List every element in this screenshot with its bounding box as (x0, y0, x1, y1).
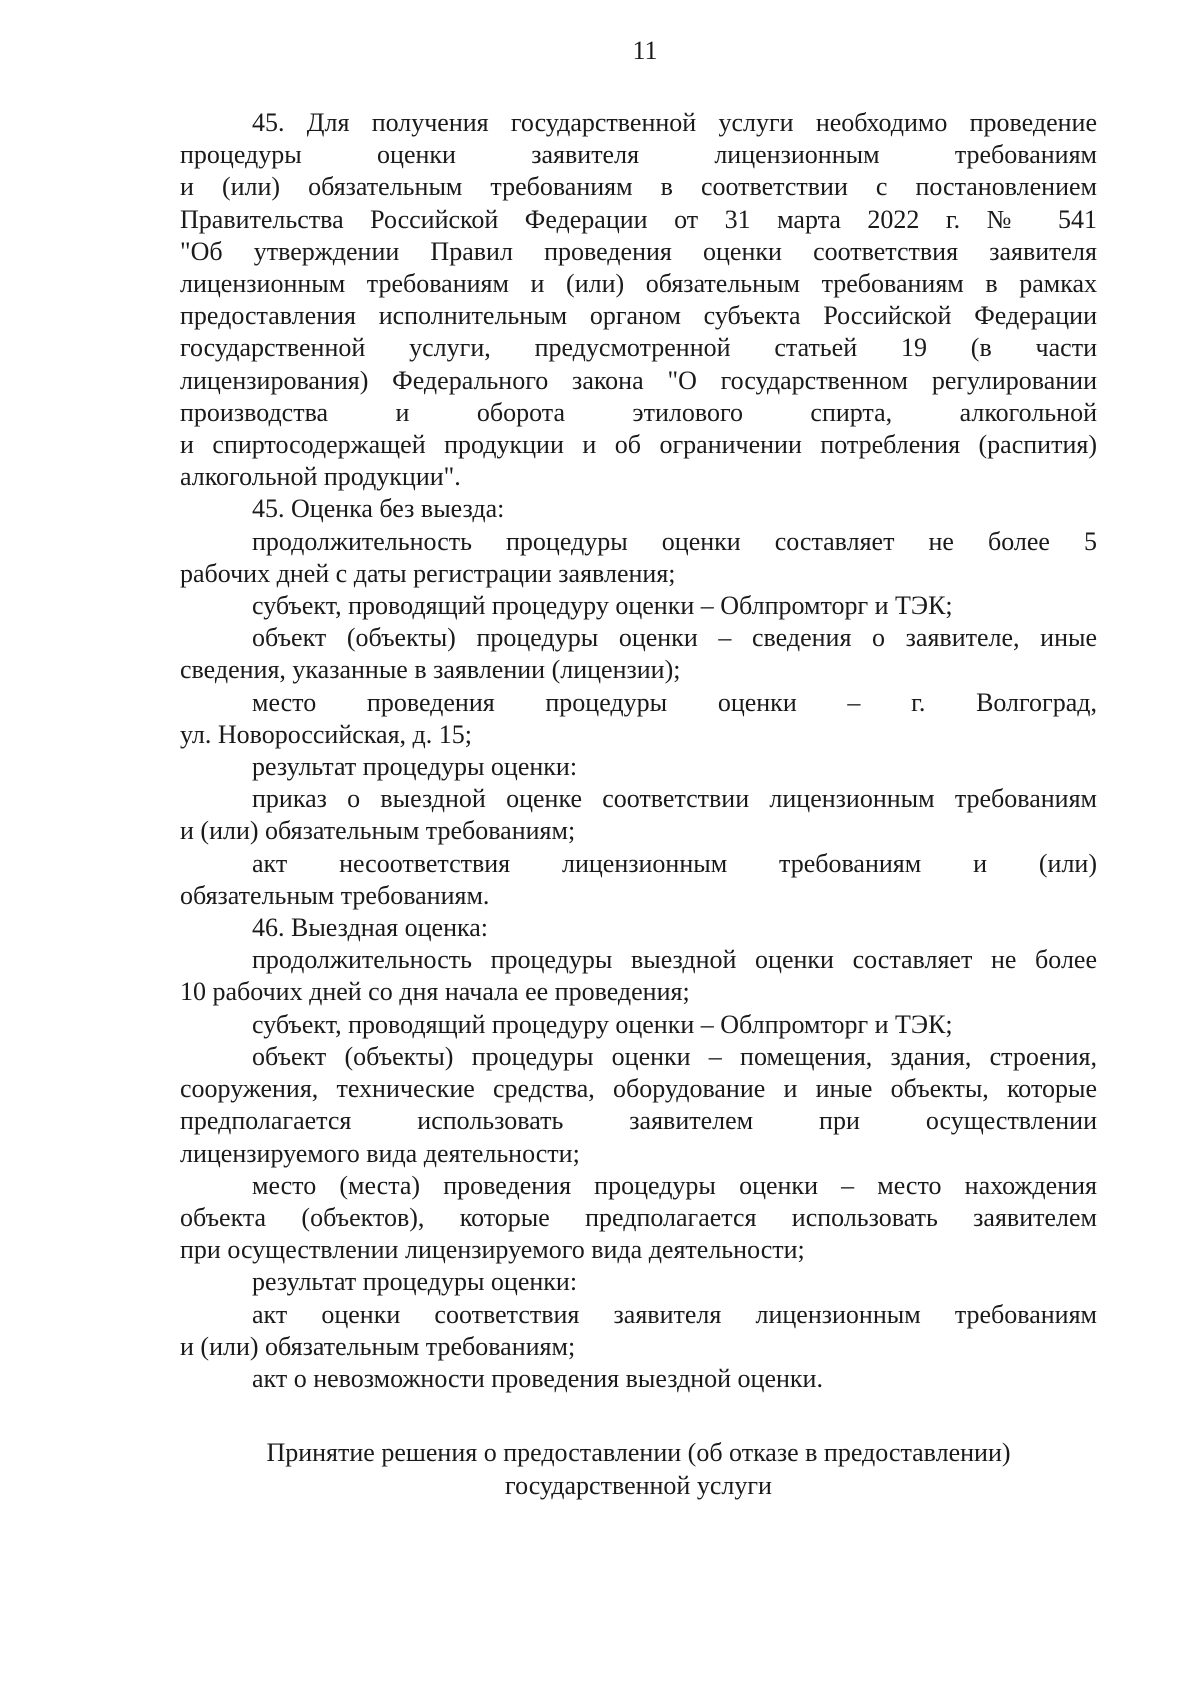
text-line: продолжительность процедуры выездной оценки составляет не более (252, 945, 1097, 975)
text-line: приказ о выездной оценке соответствии лицензионным требованиям (252, 784, 1097, 814)
text-line: процедуры оценки заявителя лицензионным требованиям (180, 140, 1097, 170)
text-line: продолжительность процедуры оценки составляет не более 5 (252, 526, 1097, 556)
text-line: и (или) обязательным требованиям в соответствии с постановлением (180, 172, 1097, 202)
text-line: результат процедуры оценки: (252, 752, 578, 782)
text-line: и спиртосодержащей продукции и об ограничении потребления (распития) (180, 430, 1097, 460)
text-line: объект (объекты) процедуры оценки – помещения, здания, строения, (252, 1041, 1097, 1071)
text-line: место (места) проведения процедуры оценки – место нахождения (252, 1170, 1097, 1200)
text-line: субъект, проводящий процедуру оценки – Облпромторг и ТЭК; (252, 591, 953, 621)
text-line: обязательным требованиям. (180, 880, 490, 910)
text-line: и (или) обязательным требованиям; (180, 1331, 576, 1361)
section-heading-line: Принятие решения о предоставлении (об отказе в предоставлении) (266, 1438, 1011, 1467)
document-body (180, 107, 1097, 1395)
text-line: и (или) обязательным требованиям; (180, 816, 576, 846)
page-number: 11 (632, 36, 658, 65)
text-line: сооружения, технические средства, оборудование и иные объекты, которые (180, 1074, 1097, 1104)
text-line: объекта (объектов), которые предполагается использовать заявителем (180, 1202, 1097, 1232)
text-line: алкогольной продукции". (180, 462, 461, 492)
text-line: результат процедуры оценки: (252, 1267, 578, 1297)
text-line: акт оценки соответствия заявителя лицензионным требованиям (252, 1299, 1097, 1329)
text-line: "Об утверждении Правил проведения оценки соответствия заявителя (180, 236, 1097, 266)
text-line: Правительства Российской Федерации от 31 марта 2022 г. № 541 (180, 204, 1097, 234)
text-line: государственной услуги, предусмотренной статьей 19 (в части (180, 333, 1097, 363)
text-line: 10 рабочих дней со дня начала ее проведения; (180, 977, 690, 1007)
text-line: лицензируемого вида деятельности; (180, 1138, 580, 1168)
text-line: при осуществлении лицензируемого вида деятельности; (180, 1235, 805, 1265)
text-line: рабочих дней с даты регистрации заявления; (180, 558, 676, 588)
text-line: 45. Оценка без выезда: (252, 494, 505, 524)
text-line: 46. Выездная оценка: (252, 913, 488, 943)
section-heading-line: государственной услуги (505, 1471, 772, 1500)
text-line: предоставления исполнительным органом субъекта Российской Федерации (180, 301, 1097, 331)
text-line: сведения, указанные в заявлении (лицензии); (180, 655, 681, 685)
text-line: акт о невозможности проведения выездной оценки. (252, 1363, 823, 1393)
text-line: 45. Для получения государственной услуги необходимо проведение (252, 108, 1097, 137)
text-line: место проведения процедуры оценки – г. Волгоград, (252, 687, 1097, 717)
text-line: субъект, проводящий процедуру оценки – Облпромторг и ТЭК; (252, 1009, 953, 1039)
text-line: лицензионным требованиям и (или) обязательным требованиям в рамках (180, 269, 1097, 299)
text-line: лицензирования) Федерального закона "О государственном регулировании (180, 365, 1097, 395)
text-line: ул. Новороссийская, д. 15; (180, 719, 472, 749)
text-line: производства и оборота этилового спирта, алкогольной (180, 397, 1097, 427)
text-line: предполагается использовать заявителем при осуществлении (180, 1106, 1097, 1136)
text-line: акт несоответствия лицензионным требованиям и (или) (252, 848, 1097, 878)
text-line: объект (объекты) процедуры оценки – сведения о заявителе, иные (252, 623, 1097, 653)
section-heading (180, 1436, 1097, 1502)
